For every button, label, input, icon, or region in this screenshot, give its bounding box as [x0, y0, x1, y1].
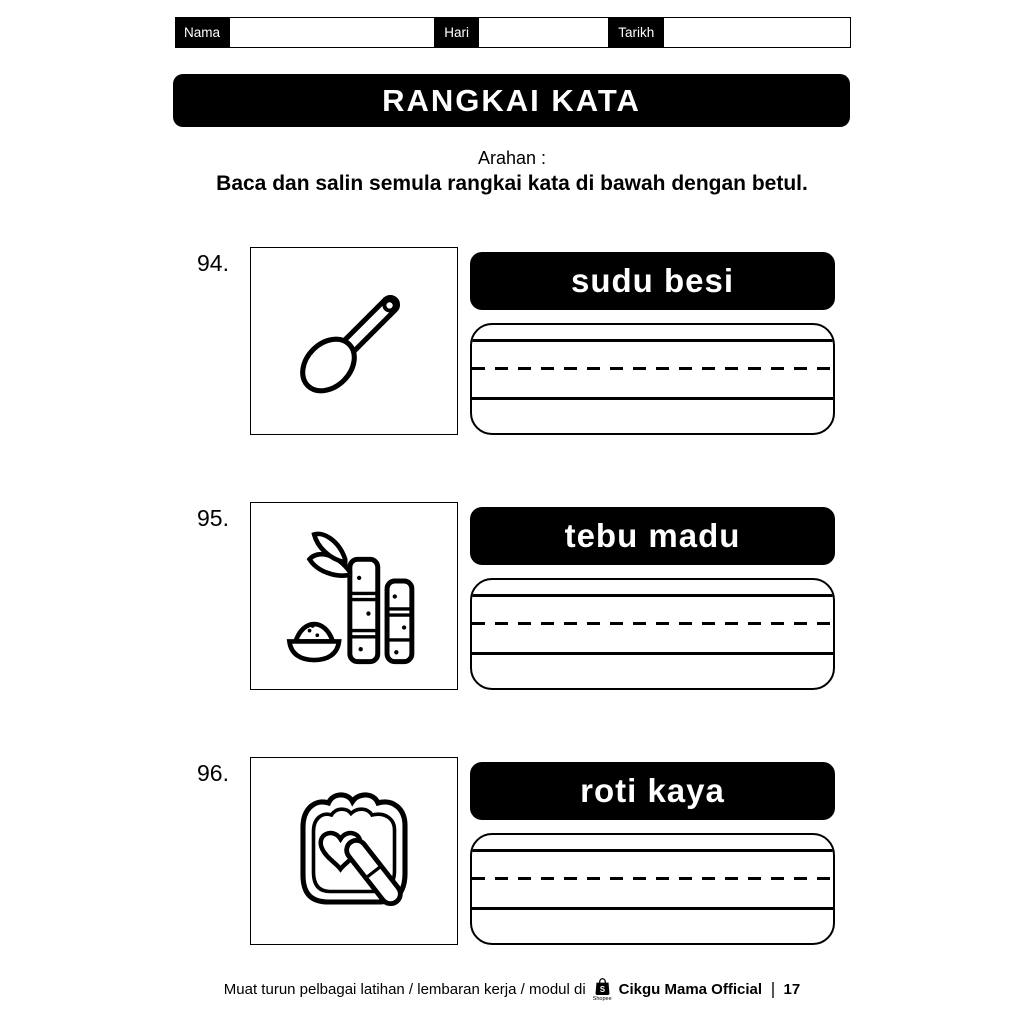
item-image-box	[250, 247, 458, 435]
item-image-box	[250, 502, 458, 690]
page-number: 17	[783, 981, 801, 999]
writing-guide-dashed-line	[472, 367, 833, 370]
item-number: 94.	[197, 250, 229, 276]
writing-guide-line	[472, 652, 833, 655]
writing-guide-dashed-line	[472, 622, 833, 625]
footer	[0, 977, 1024, 1003]
item-image-box	[250, 757, 458, 945]
hari-input[interactable]	[478, 17, 609, 48]
item-number: 95.	[197, 505, 229, 531]
instruction-text: Baca dan salin semula rangkai kata di bawah dengan betul.	[216, 172, 808, 195]
phrase-pill: roti kaya	[470, 762, 835, 820]
exercise-item-96	[0, 757, 1024, 947]
spoon-icon	[279, 266, 429, 416]
exercise-item-94	[0, 247, 1024, 437]
footer-text: Muat turun pelbagai latihan / lembaran kerja / modul di	[223, 981, 586, 999]
writing-guide-line	[472, 339, 833, 342]
instruction-label: Arahan :	[477, 148, 547, 168]
writing-guide-line	[472, 397, 833, 400]
header-fields	[175, 17, 851, 48]
toast-icon	[279, 776, 429, 926]
phrase-pill: tebu madu	[470, 507, 835, 565]
writing-area[interactable]	[470, 833, 835, 945]
footer-divider	[772, 982, 774, 998]
footer-brand: Cikgu Mama Official	[618, 981, 763, 999]
writing-guide-dashed-line	[472, 877, 833, 880]
nama-input[interactable]	[229, 17, 435, 48]
writing-area[interactable]	[470, 578, 835, 690]
hari-label: Hari	[435, 17, 478, 48]
nama-label: Nama	[175, 17, 229, 48]
tarikh-input[interactable]	[663, 17, 851, 48]
tarikh-label: Tarikh	[609, 17, 663, 48]
writing-guide-line	[472, 594, 833, 597]
writing-area[interactable]	[470, 323, 835, 435]
svg-text:S: S	[599, 984, 605, 994]
phrase-pill: sudu besi	[470, 252, 835, 310]
shopee-label: Shopee	[592, 996, 612, 1002]
exercise-item-95	[0, 502, 1024, 692]
shopee-bag-icon	[594, 977, 611, 996]
page-title: RANGKAI KATA	[173, 74, 850, 127]
writing-guide-line	[472, 907, 833, 910]
sugarcane-icon	[277, 519, 432, 674]
shopee-logo	[593, 977, 612, 1003]
writing-guide-line	[472, 849, 833, 852]
item-number: 96.	[197, 760, 229, 786]
